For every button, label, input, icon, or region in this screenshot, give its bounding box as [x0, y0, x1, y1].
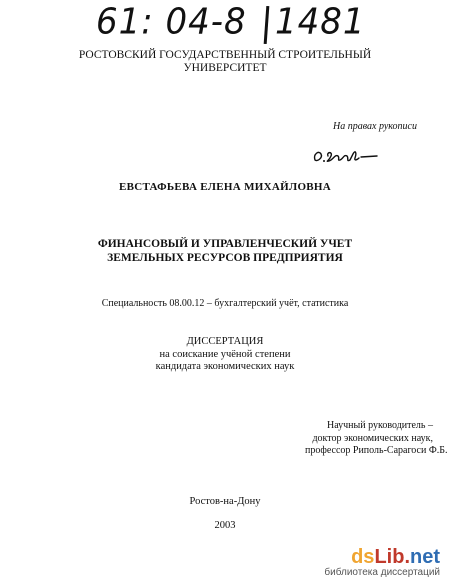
- logo-ds: ds: [351, 546, 375, 568]
- title-line-2: ЗЕМЕЛЬНЫХ РЕСУРСОВ ПРЕДПРИЯТИЯ: [107, 252, 343, 264]
- handwritten-signature: [311, 142, 381, 173]
- year: 2003: [214, 520, 236, 531]
- dslib-watermark[interactable]: [324, 547, 440, 578]
- city: Ростов-на-Дону: [189, 496, 261, 507]
- supervisor-line-1: Научный руководитель –: [327, 420, 433, 431]
- degree-line-2: на соискание учёной степени: [159, 348, 291, 360]
- supervisor-line-2: доктор экономических наук,: [312, 432, 433, 444]
- shelfmark-number: 1481: [275, 1, 366, 43]
- dissertation-degree: [0, 336, 450, 374]
- specialty-line: Специальность 08.00.12 – бухгалтерский учёт, статистика: [101, 298, 349, 309]
- logo-dot: .: [404, 546, 410, 568]
- library-shelfmark: [96, 1, 247, 43]
- shelfmark-divider: [264, 6, 270, 44]
- watermark-tagline: библиотека диссертаций: [324, 567, 440, 578]
- shelfmark-code: 61: 04-8: [96, 1, 247, 43]
- rights-note: На правах рукописи: [333, 121, 417, 132]
- title-line-1: ФИНАНСОВЫЙ И УПРАВЛЕНЧЕСКИЙ УЧЕТ: [97, 238, 353, 250]
- university-line-1: РОСТОВСКИЙ ГОСУДАРСТВЕННЫЙ СТРОИТЕЛЬНЫЙ: [78, 49, 372, 61]
- logo-net: net: [410, 546, 440, 568]
- logo-lib: Lib: [374, 546, 405, 568]
- library-shelfmark-number: [275, 1, 366, 43]
- supervisor-line-3: профессор Риполь-Сарагоси Ф.Б.: [305, 445, 448, 456]
- author-name: ЕВСТАФЬЕВА ЕЛЕНА МИХАЙЛОВНА: [118, 181, 332, 193]
- dissertation-title: [0, 237, 450, 265]
- university-name: [0, 49, 450, 75]
- dslib-logo: [324, 547, 440, 567]
- degree-line-1: ДИССЕРТАЦИЯ: [186, 336, 264, 347]
- scientific-supervisor: [305, 420, 448, 458]
- degree-line-3: кандидата экономических наук: [155, 361, 295, 372]
- university-line-2: УНИВЕРСИТЕТ: [183, 62, 267, 74]
